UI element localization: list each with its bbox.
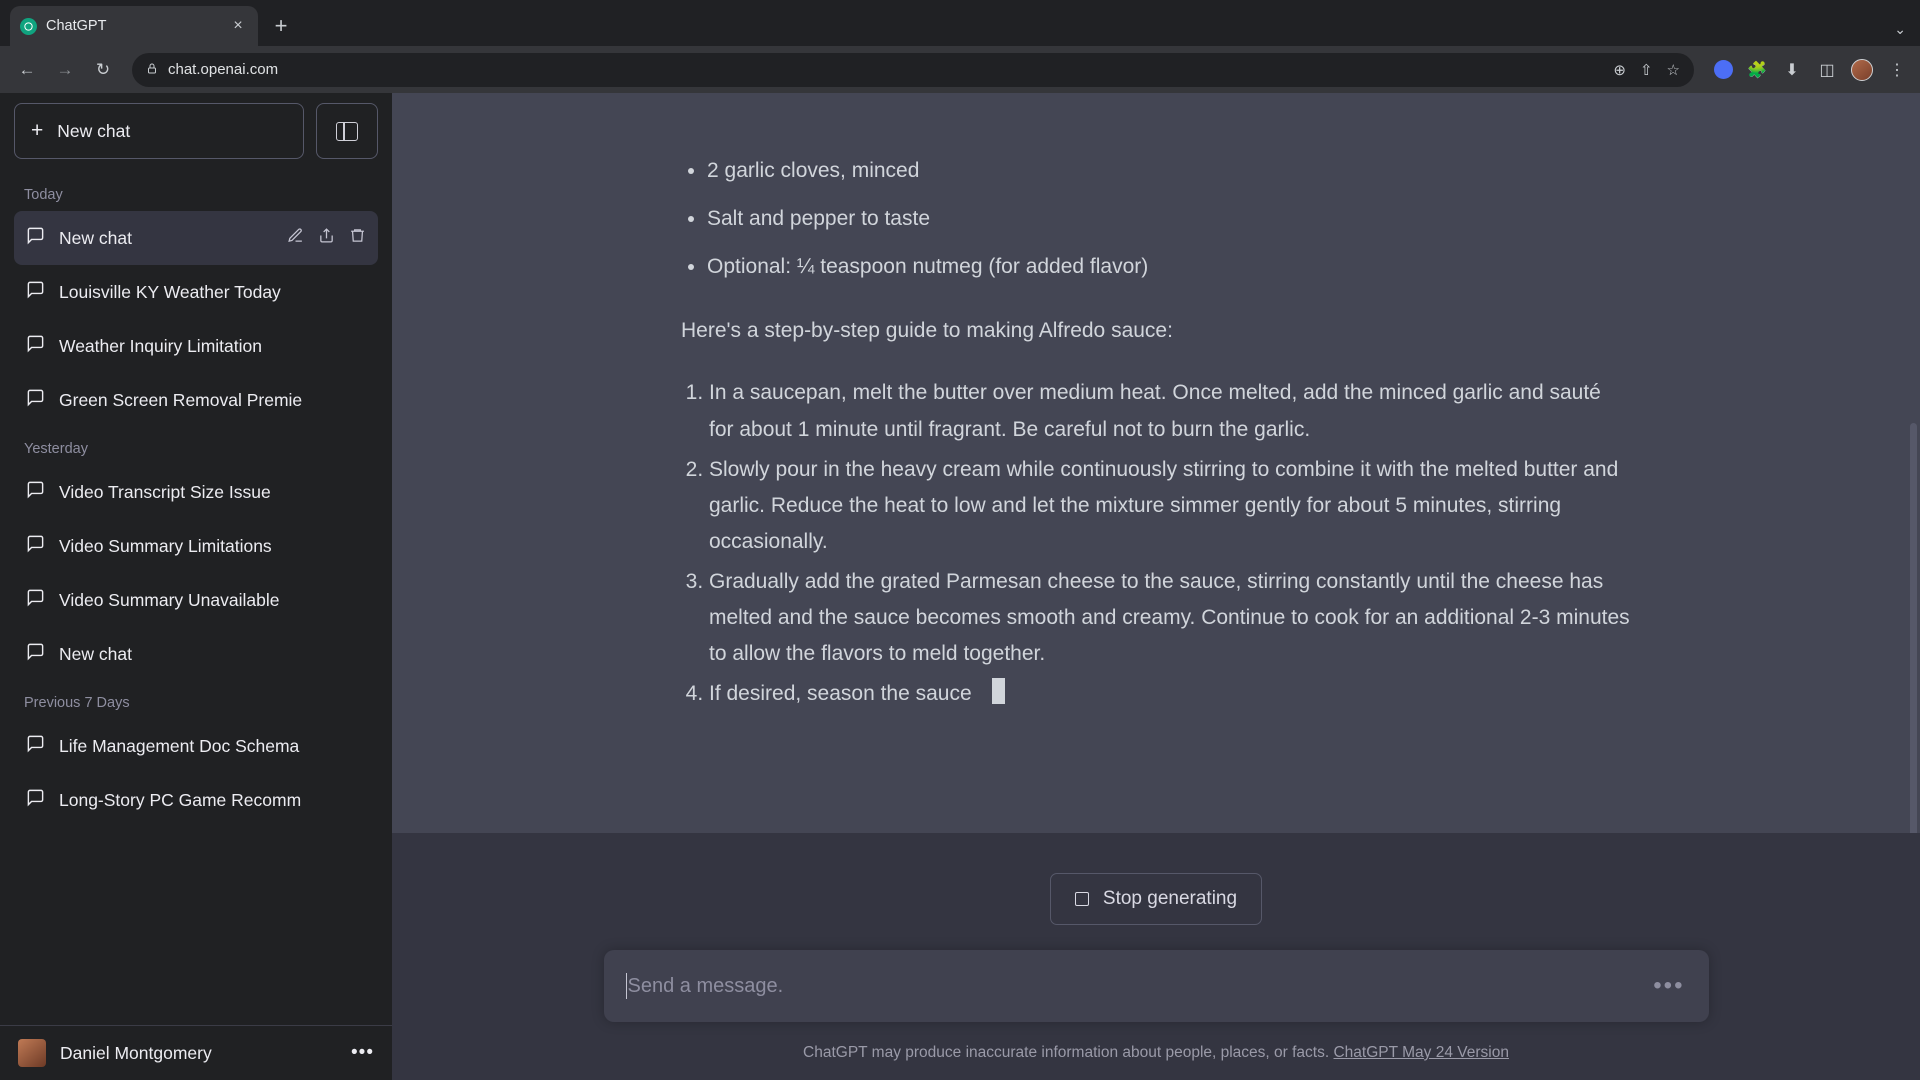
conversation-title: New chat — [59, 227, 132, 248]
plus-icon: + — [31, 119, 44, 142]
lock-icon — [146, 62, 158, 78]
chat-bubble-icon — [26, 642, 45, 666]
browser-tab-title: ChatGPT — [46, 18, 107, 34]
new-chat-label: New chat — [57, 120, 131, 141]
list-item-streaming — [709, 676, 1631, 712]
conversation-title: Weather Inquiry Limitation — [59, 335, 262, 356]
address-bar-url: chat.openai.com — [168, 61, 279, 78]
list-item: 2. Slowly pour in the heavy cream while continuously stirring to combine it with the melted butter and garlic. Reduce the heat to low and let the mixture simmer gently for about 5 minutes, stirring occasionally. — [709, 452, 1631, 560]
chevron-down-icon[interactable]: ⌄ — [1894, 21, 1906, 37]
chat-bubble-icon — [26, 788, 45, 812]
stop-generating-label: Stop generating — [1102, 888, 1238, 909]
account-menu-icon[interactable]: ••• — [351, 1042, 374, 1063]
steps-list — [709, 375, 1631, 712]
address-bar[interactable] — [132, 53, 1694, 87]
streaming-text: If desired, season the sauce — [709, 682, 972, 706]
kebab-menu-icon[interactable]: ⋮ — [1889, 61, 1905, 79]
composer-area — [392, 833, 1920, 1080]
list-item: • 2 garlic cloves, minced — [707, 153, 1631, 189]
conversation-item-louisville-weather[interactable] — [14, 265, 378, 319]
conversation-title: Louisville KY Weather Today — [59, 281, 281, 302]
conversation-actions — [287, 227, 366, 249]
browser-tab-chatgpt[interactable] — [10, 6, 258, 46]
sidebar-toggle-icon — [336, 122, 358, 141]
assistant-message — [641, 93, 1671, 756]
edit-icon[interactable] — [287, 227, 304, 249]
conversation-title: Video Summary Unavailable — [59, 589, 280, 610]
ingredient-list — [707, 153, 1631, 285]
account-button[interactable] — [0, 1025, 392, 1080]
version-link[interactable]: ChatGPT May 24 Version — [1333, 1044, 1509, 1061]
chat-bubble-icon — [26, 334, 45, 358]
message-input-placeholder: Send a message. — [628, 975, 1654, 998]
send-button[interactable]: ••• — [1653, 972, 1685, 999]
delete-icon[interactable] — [349, 227, 366, 249]
share-icon[interactable] — [318, 227, 335, 249]
new-chat-button[interactable] — [14, 103, 304, 159]
conversation-title: Long-Story PC Game Recomm — [59, 789, 302, 810]
intro-paragraph: Here's a step-by-step guide to making Alfredo sauce: — [681, 319, 1173, 343]
chat-bubble-icon — [26, 588, 45, 612]
extension-puzzle-icon[interactable]: 🧩 — [1747, 61, 1767, 79]
forward-icon[interactable]: → — [56, 59, 74, 79]
browser-toolbar — [0, 46, 1920, 93]
list-item: • Optional: ¼ teaspoon nutmeg (for added flavor) — [707, 249, 1631, 285]
chatgpt-favicon-icon — [20, 18, 37, 35]
share-icon[interactable]: ⇧ — [1639, 61, 1653, 79]
chat-bubble-icon — [26, 280, 45, 304]
bookmark-star-icon[interactable]: ☆ — [1666, 61, 1680, 79]
chat-bubble-icon — [26, 534, 45, 558]
chat-bubble-icon — [26, 226, 45, 250]
conversation-title: Life Management Doc Schema — [59, 735, 300, 756]
zoom-icon[interactable]: ⊕ — [1613, 61, 1626, 79]
chat-bubble-icon — [26, 388, 45, 412]
back-icon[interactable]: ← — [18, 59, 36, 79]
conversation-title: Green Screen Removal Premie — [59, 389, 303, 410]
new-tab-button[interactable]: + — [274, 13, 288, 38]
sidebar — [0, 93, 392, 1080]
stop-square-icon — [1075, 892, 1089, 906]
chatgpt-app — [0, 93, 1920, 1080]
list-item: 3. Gradually add the grated Parmesan cheese to the sauce, stirring constantly until the cheese has melted and the sauce becomes smooth and creamy. Continue to cook for an additional 2-3 minutes to allow the flavors to meld together. — [709, 564, 1631, 672]
message-input[interactable] — [604, 950, 1709, 1022]
stop-generating-wrap — [392, 873, 1920, 925]
section-label-yesterday: Yesterday — [24, 441, 88, 457]
sidepanel-icon[interactable]: ◫ — [1819, 61, 1835, 79]
profile-avatar[interactable] — [1851, 59, 1873, 81]
conversation-history — [0, 167, 392, 1025]
composer-row — [584, 950, 1729, 1022]
conversation-item-green-screen[interactable] — [14, 373, 378, 427]
collapse-sidebar-button[interactable] — [316, 103, 378, 159]
section-label-today: Today — [24, 187, 63, 203]
tab-strip — [0, 0, 1920, 46]
conversation-item-new-chat-yesterday[interactable] — [14, 627, 378, 681]
conversation-item-life-management-doc[interactable] — [14, 719, 378, 773]
stop-generating-button[interactable] — [1050, 873, 1262, 925]
conversation-item-video-transcript[interactable] — [14, 465, 378, 519]
sidebar-top — [0, 103, 392, 167]
list-item: 1. In a saucepan, melt the butter over medium heat. Once melted, add the minced garlic and sauté for about 1 minute until fragrant. Be careful not to burn the garlic. — [709, 375, 1631, 447]
close-icon[interactable]: × — [233, 17, 243, 34]
streaming-cursor — [992, 678, 1005, 704]
reload-icon[interactable]: ↻ — [95, 59, 111, 79]
browser-assistant-icon[interactable] — [1714, 60, 1733, 79]
conversation-item-new-chat-active[interactable] — [14, 211, 378, 265]
disclaimer-text: ChatGPT may produce inaccurate information about people, places, or facts. — [803, 1044, 1334, 1061]
toolbar-icons — [1708, 59, 1908, 81]
conversation-title: Video Transcript Size Issue — [59, 481, 271, 502]
chat-bubble-icon — [26, 734, 45, 758]
conversation-item-video-summary-unavailable[interactable] — [14, 573, 378, 627]
avatar — [18, 1039, 46, 1067]
scrollbar-thumb[interactable] — [1910, 423, 1917, 833]
disclaimer — [392, 1044, 1920, 1062]
chat-main — [392, 93, 1920, 1080]
conversation-item-weather-inquiry[interactable] — [14, 319, 378, 373]
account-name: Daniel Montgomery — [60, 1042, 212, 1063]
section-label-previous-7-days: Previous 7 Days — [24, 695, 130, 711]
chat-bubble-icon — [26, 480, 45, 504]
conversation-title: New chat — [59, 643, 132, 664]
message-scroll-area[interactable] — [392, 93, 1920, 833]
download-icon[interactable]: ⬇ — [1785, 61, 1799, 79]
conversation-item-long-story-pc-game[interactable] — [14, 773, 378, 827]
list-item: • Salt and pepper to taste — [707, 201, 1631, 237]
conversation-item-video-summary-limitations[interactable] — [14, 519, 378, 573]
conversation-title: Video Summary Limitations — [59, 535, 272, 556]
